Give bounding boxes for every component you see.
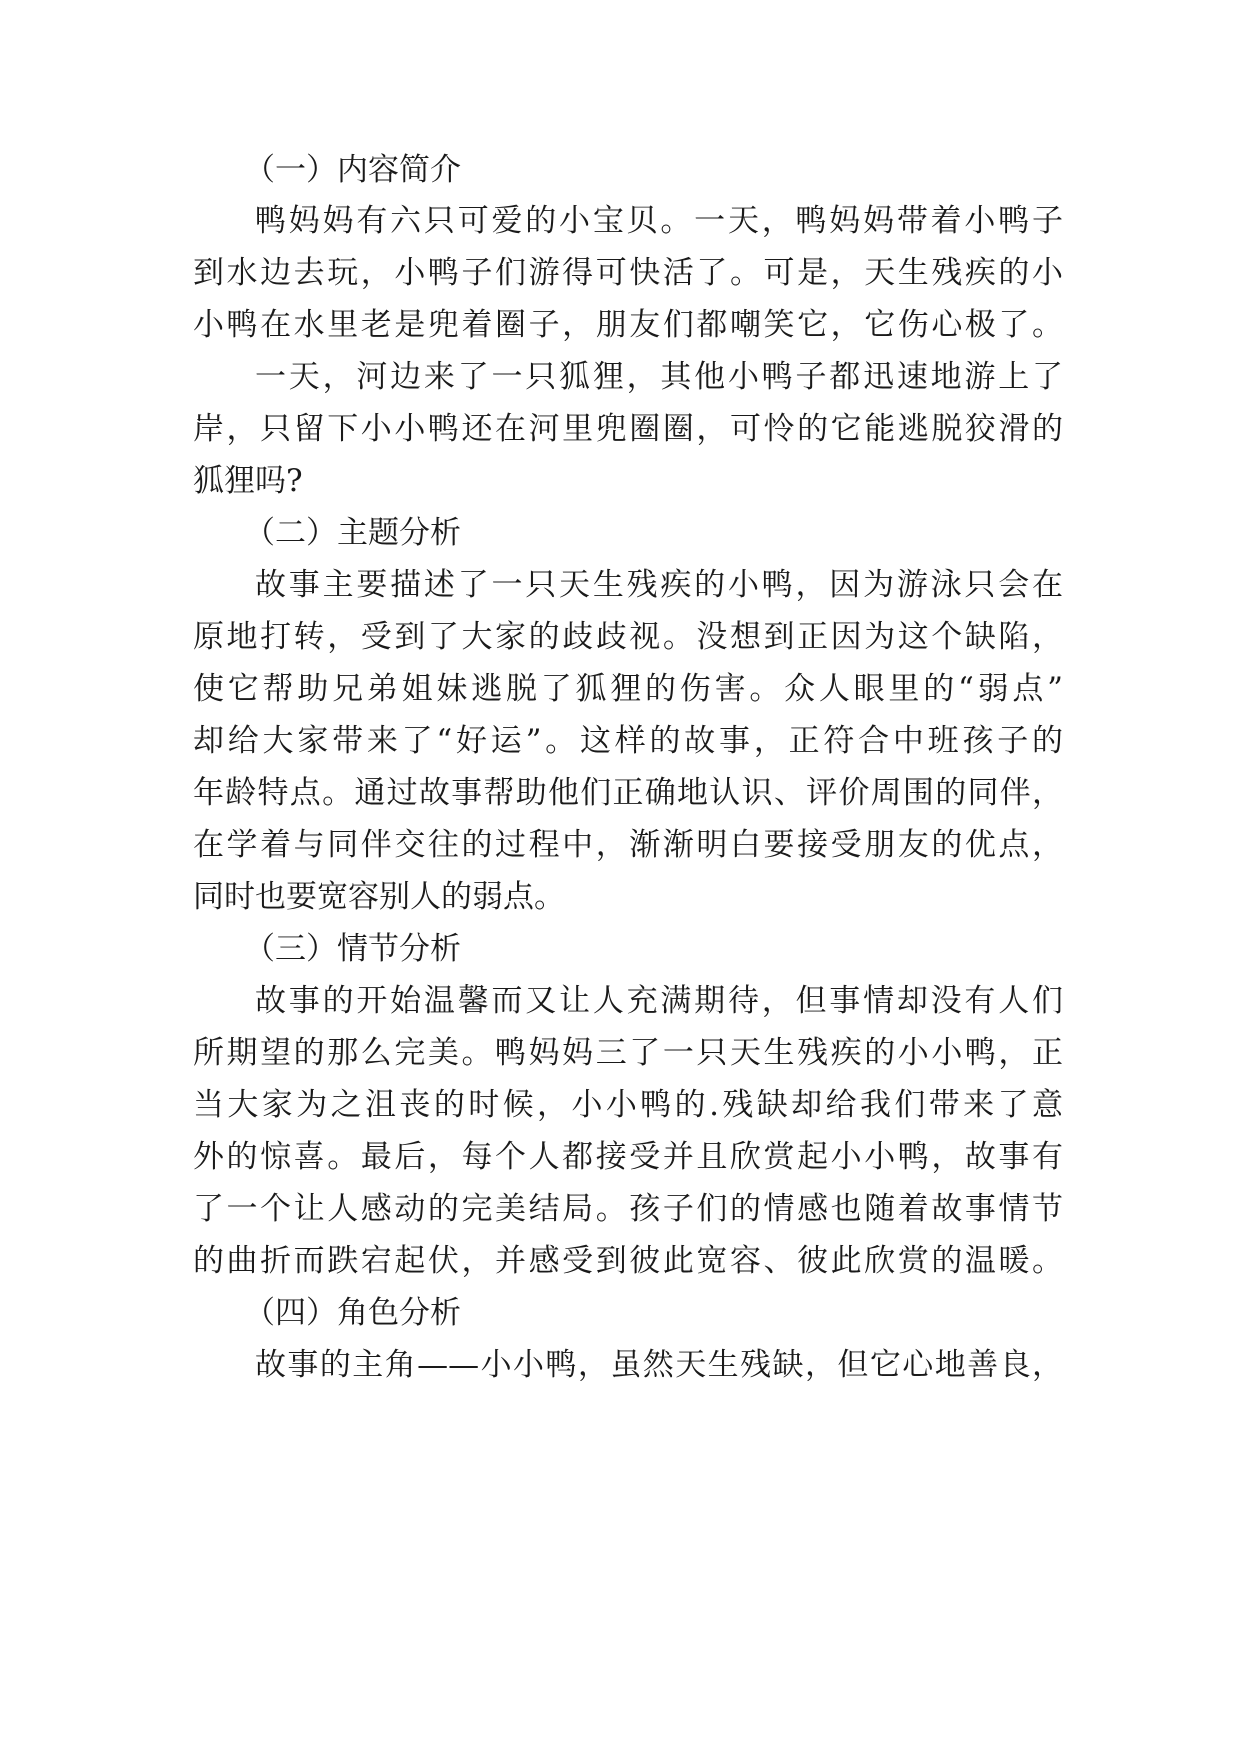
paragraph-line: 故事的开始温馨而又让人充满期待，但事情却没有人们 bbox=[255, 983, 1063, 1019]
paragraph-line: 的曲折而跌宕起伏，并感受到彼此宽容、彼此欣赏的温暖。 bbox=[193, 1243, 1063, 1279]
paragraph-line: 鸭妈妈有六只可爱的小宝贝。一天，鸭妈妈带着小鸭子 bbox=[255, 203, 1063, 239]
paragraph-line: 在学着与同伴交往的过程中，渐渐明白要接受朋友的优点， bbox=[193, 827, 1063, 863]
section-heading-3: （三）情节分析 bbox=[244, 931, 461, 967]
paragraph-line: 原地打转，受到了大家的歧歧视。没想到正因为这个缺陷， bbox=[193, 619, 1063, 655]
section-heading-2: （二）主题分析 bbox=[244, 515, 461, 551]
paragraph-line: 所期望的那么完美。鸭妈妈三了一只天生残疾的小小鸭，正 bbox=[193, 1035, 1063, 1071]
paragraph-line: 岸，只留下小小鸭还在河里兜圈圈，可怜的它能逃脱狡滑的 bbox=[193, 411, 1063, 447]
paragraph-line: 了一个让人感动的完美结局。孩子们的情感也随着故事情节 bbox=[193, 1191, 1063, 1227]
paragraph-line: 故事的主角——小小鸭，虽然天生残缺，但它心地善良， bbox=[255, 1347, 1063, 1383]
paragraph-line: 使它帮助兄弟姐妹逃脱了狐狸的伤害。众人眼里的“弱点” bbox=[193, 671, 1063, 707]
section-heading-1: （一）内容简介 bbox=[244, 152, 461, 188]
paragraph-line: 故事主要描述了一只天生残疾的小鸭，因为游泳只会在 bbox=[255, 567, 1063, 603]
paragraph-line: 同时也要宽容别人的弱点。 bbox=[193, 879, 565, 915]
paragraph-line: 到水边去玩，小鸭子们游得可快活了。可是，天生残疾的小 bbox=[193, 255, 1063, 291]
paragraph-line: 狐狸吗? bbox=[193, 463, 303, 499]
paragraph-line: 外的惊喜。最后，每个人都接受并且欣赏起小小鸭，故事有 bbox=[193, 1139, 1063, 1175]
section-heading-4: （四）角色分析 bbox=[244, 1295, 461, 1331]
paragraph-line: 年龄特点。通过故事帮助他们正确地认识、评价周围的同伴， bbox=[193, 775, 1063, 811]
paragraph-line: 一天，河边来了一只狐狸，其他小鸭子都迅速地游上了 bbox=[255, 359, 1063, 395]
paragraph-line: 当大家为之沮丧的时候，小小鸭的.残缺却给我们带来了意 bbox=[193, 1087, 1063, 1123]
paragraph-line: 小鸭在水里老是兜着圈子，朋友们都嘲笑它，它伤心极了。 bbox=[193, 307, 1063, 343]
paragraph-line: 却给大家带来了“好运”。这样的故事，正符合中班孩子的 bbox=[193, 723, 1063, 759]
